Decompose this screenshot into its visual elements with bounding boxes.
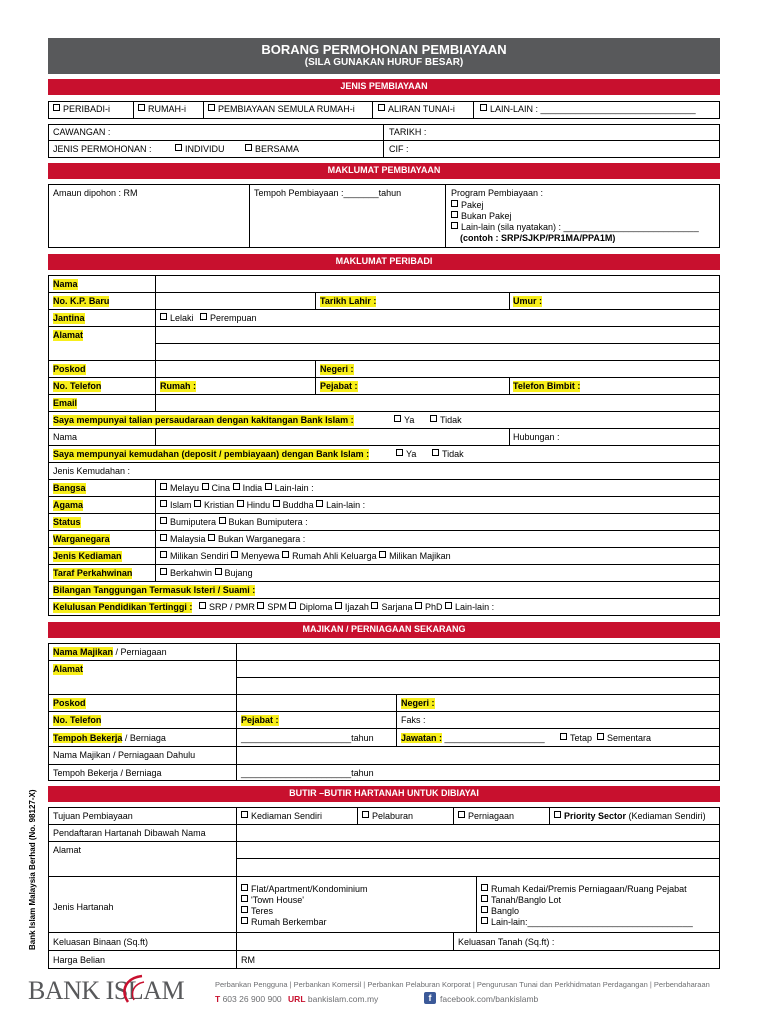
nama-kakitangan-label: Nama [53, 432, 78, 442]
divider [48, 694, 720, 695]
bangsa-options[interactable]: Melayu Cina India Lain-lain : [160, 483, 314, 494]
option-rumah-berkembar[interactable]: Rumah Berkembar [241, 917, 327, 928]
divider [48, 841, 720, 842]
divider [48, 140, 720, 141]
checkbox-icon [481, 895, 488, 902]
majikan-pejabat-label: Pejabat : [241, 715, 279, 725]
tempoh-label: Tempoh Pembiayaan :_______tahun [254, 188, 402, 198]
option-priority-sector[interactable]: Priority Sector (Kediaman Sendiri) [554, 811, 706, 822]
footer-services: Perbankan Pengguna | Perbankan Komersil | Perbankan Pelaburan Korporat | Pengurusan Tunai dan Perkhidmatan Perdagangan | Perbendaharaan [215, 980, 710, 989]
checkbox-icon [394, 415, 401, 422]
divider [155, 275, 156, 411]
majikan-telefon-label: No. Telefon [53, 715, 102, 725]
divider [48, 377, 720, 378]
checkbox-icon [241, 811, 248, 818]
option-perempuan[interactable]: Perempuan [200, 313, 257, 324]
option-individu[interactable]: INDIVIDU [175, 144, 225, 155]
option-rumah[interactable]: RUMAH-i [138, 104, 186, 115]
option-lain-lain[interactable]: LAIN-LAIN : _______________________________ [480, 104, 696, 115]
divider [48, 581, 720, 582]
perkahwinan-options[interactable]: Berkahwin Bujang [160, 568, 253, 579]
checkbox-icon [451, 200, 458, 207]
divider [445, 184, 446, 248]
option-lain-lain-program[interactable]: Lain-lain (sila nyatakan) : ___________________________ [451, 222, 699, 233]
option-sementara[interactable]: Sementara [597, 733, 651, 744]
checkbox-icon [273, 500, 280, 507]
checkbox-icon [202, 483, 209, 490]
option-town-house[interactable]: 'Town House' [241, 895, 304, 906]
warganegara-label: Warganegara [53, 534, 110, 544]
majikan-negeri-label: Negeri : [401, 698, 435, 708]
divider [509, 292, 510, 309]
jenis-permohonan-label: JENIS PERMOHONAN : [53, 144, 152, 154]
checkbox-icon [208, 104, 215, 111]
majikan-nama-label: Nama Majikan / Perniagaan [53, 647, 167, 657]
bank-islam-logo: BANK ISLAM [28, 976, 185, 1005]
section-hartanah: BUTIR –BUTIR HARTANAH UNTUK DIBIAYAI [48, 786, 720, 802]
option-perniagaan[interactable]: Perniagaan [458, 811, 514, 822]
checkbox-icon [160, 500, 167, 507]
majikan-alamat-label: Alamat [53, 664, 84, 674]
divider [48, 660, 720, 661]
option-flat[interactable]: Flat/Apartment/Kondominium [241, 884, 368, 895]
option-pelaburan[interactable]: Pelaburan [362, 811, 413, 822]
divider [509, 377, 510, 394]
divider [396, 694, 397, 746]
divider [48, 479, 720, 480]
section-maklumat-peribadi: MAKLUMAT PERIBADI [48, 254, 720, 270]
option-pembiayaan-semula[interactable]: PEMBIAYAAN SEMULA RUMAH-i [208, 104, 355, 115]
harga-rm: RM [241, 955, 255, 965]
divider [372, 101, 373, 119]
checkbox-icon [233, 483, 240, 490]
divider [48, 711, 720, 712]
footer-contact: T 603 26 900 900 URL bankislam.com.my [215, 994, 379, 1004]
option-tanah-banglo-lot[interactable]: Tanah/Banglo Lot [481, 895, 561, 906]
divider [236, 807, 237, 969]
divider [315, 360, 316, 394]
checkbox-icon [160, 551, 167, 558]
checkbox-icon [53, 104, 60, 111]
divider [48, 764, 720, 765]
pendidikan-label: Kelulusan Pendidikan Tertinggi : [53, 602, 193, 612]
checkbox-icon [554, 811, 561, 818]
option-pakej[interactable]: Pakej [451, 200, 484, 211]
option-talian-tidak[interactable]: Tidak [430, 415, 462, 426]
option-peribadi[interactable]: PERIBADI-i [53, 104, 110, 115]
tanggungan-label: Bilangan Tanggungan Termasuk Isteri / Suami : [53, 585, 256, 595]
checkbox-icon [241, 895, 248, 902]
checkbox-icon [199, 602, 206, 609]
checkbox-icon [415, 602, 422, 609]
form-title-bar [48, 38, 720, 74]
checkbox-icon [245, 144, 252, 151]
divider [48, 746, 720, 747]
divider [48, 728, 720, 729]
jenis-hartanah-label: Jenis Hartanah [53, 902, 114, 912]
rumah-phone-label: Rumah : [160, 381, 196, 391]
divider [315, 292, 316, 309]
option-rumah-kedai[interactable]: Rumah Kedai/Premis Perniagaan/Ruang Pejabat [481, 884, 687, 895]
keluasan-binaan-label: Keluasan Binaan (Sq.ft) [53, 937, 149, 947]
program-example: (contoh : SRP/SJKP/PR1MA/PPA1M) [460, 233, 616, 243]
majikan-tempoh-label: Tempoh Bekerja / Berniaga [53, 733, 166, 743]
divider [453, 932, 454, 950]
divider [48, 326, 720, 327]
majikan-dahulu-label: Nama Majikan / Perniagaan Dahulu [53, 750, 196, 760]
majikan-faks-label: Faks : [401, 715, 426, 725]
form-title: BORANG PERMOHONAN PEMBIAYAAN [261, 42, 507, 57]
divider [48, 445, 720, 446]
checkbox-icon [241, 906, 248, 913]
perkahwinan-label: Taraf Perkahwinan [53, 568, 133, 578]
checkbox-icon [445, 602, 452, 609]
kemudahan-label: Saya mempunyai kemudahan (deposit / pembiayaan) dengan Bank Islam : [53, 449, 370, 459]
divider [48, 292, 720, 293]
bimbit-label: Telefon Bimbit : [513, 381, 581, 391]
divider [236, 858, 720, 859]
cif-label: CIF : [389, 144, 409, 154]
pendaftaran-label: Pendaftaran Hartanah Dibawah Nama [53, 828, 206, 838]
agama-label: Agama [53, 500, 84, 510]
harga-label: Harga Belian [53, 955, 106, 965]
hubungan-label: Hubungan : [513, 432, 560, 442]
tarikh-label: TARIKH : [389, 127, 427, 137]
checkbox-icon [560, 733, 567, 740]
checkbox-icon [362, 811, 369, 818]
pejabat-phone-label: Pejabat : [320, 381, 358, 391]
telefon-label: No. Telefon [53, 381, 102, 391]
divider [48, 496, 720, 497]
divider [48, 547, 720, 548]
hartanah-alamat-label: Alamat [53, 845, 82, 855]
option-bersama[interactable]: BERSAMA [245, 144, 299, 155]
divider [48, 598, 720, 599]
majikan-tahun-field[interactable]: ______________________tahun [241, 733, 374, 743]
nama-label: Nama [53, 279, 78, 289]
keluasan-tanah-label: Keluasan Tanah (Sq.ft) : [458, 937, 555, 947]
footer-url-link[interactable]: bankislam.com.my [307, 994, 379, 1004]
checkbox-icon [289, 602, 296, 609]
divider [48, 513, 720, 514]
tarikh-lahir-label: Tarikh Lahir : [320, 296, 377, 306]
bangsa-label: Bangsa [53, 483, 86, 493]
checkbox-icon [160, 517, 167, 524]
divider [249, 184, 250, 248]
divider [155, 428, 156, 445]
divider [48, 309, 720, 310]
section-jenis-pembiayaan: JENIS PEMBIAYAAN [48, 79, 720, 95]
status-label: Status [53, 517, 81, 527]
umur-label: Umur : [513, 296, 542, 306]
divider [383, 124, 384, 158]
divider [155, 343, 720, 344]
checkbox-icon [219, 517, 226, 524]
option-kemudahan-tidak[interactable]: Tidak [432, 449, 464, 460]
option-lelaki[interactable]: Lelaki [160, 313, 194, 324]
footer-facebook-link[interactable]: facebook.com/bankislamb [440, 994, 539, 1004]
checkbox-icon [480, 104, 487, 111]
status-options[interactable]: Bumiputera Bukan Bumiputera : [160, 517, 308, 528]
option-teres[interactable]: Teres [241, 906, 273, 917]
tujuan-label: Tujuan Pembiayaan [53, 811, 133, 821]
option-kediaman-sendiri[interactable]: Kediaman Sendiri [241, 811, 322, 822]
warganegara-options[interactable]: Malaysia Bukan Warganegara : [160, 534, 305, 545]
divider [509, 428, 510, 445]
checkbox-icon [458, 811, 465, 818]
divider [476, 876, 477, 932]
divider [473, 101, 474, 119]
checkbox-icon [430, 415, 437, 422]
cawangan-label: CAWANGAN : [53, 127, 111, 137]
agama-options[interactable]: Islam Kristian Hindu Buddha Lain-lain : [160, 500, 365, 511]
email-label: Email [53, 398, 78, 408]
pendidikan-options[interactable]: SRP / PMR SPM Diploma Ijazah Sarjana PhD Lain-lain : [199, 602, 494, 613]
program-label: Program Pembiayaan : [451, 188, 544, 198]
section-maklumat-pembiayaan: MAKLUMAT PEMBIAYAAN [48, 163, 720, 179]
checkbox-icon [371, 602, 378, 609]
divider [357, 807, 358, 824]
divider [203, 101, 204, 119]
amaun-label: Amaun dipohon : RM [53, 188, 138, 198]
option-kemudahan-ya[interactable]: Ya [396, 449, 416, 460]
divider [133, 101, 134, 119]
checkbox-icon [481, 906, 488, 913]
checkbox-icon [597, 733, 604, 740]
divider [48, 360, 720, 361]
sidebar-company-text: Bank Islam Malaysia Berhad (No. 98127-X) [28, 789, 37, 950]
jantina-label: Jantina [53, 313, 85, 323]
checkbox-icon [208, 534, 215, 541]
alamat-label: Alamat [53, 330, 84, 340]
checkbox-icon [175, 144, 182, 151]
checkbox-icon [138, 104, 145, 111]
majikan-tempoh2-label: Tempoh Bekerja / Berniaga [53, 768, 162, 778]
facebook-icon: f [424, 992, 436, 1004]
checkbox-icon [160, 313, 167, 320]
kediaman-label: Jenis Kediaman [53, 551, 122, 561]
section-majikan: MAJIKAN / PERNIAGAAN SEKARANG [48, 622, 720, 638]
majikan-tahun2-field[interactable]: ______________________tahun [241, 768, 374, 778]
checkbox-icon [432, 449, 439, 456]
checkbox-icon [396, 449, 403, 456]
option-talian-ya[interactable]: Ya [394, 415, 414, 426]
form-subtitle: (SILA GUNAKAN HURUF BESAR) [304, 57, 464, 68]
divider [48, 564, 720, 565]
option-bukan-pakej[interactable]: Bukan Pakej [451, 211, 512, 222]
kediaman-options[interactable]: Milikan Sendiri Menyewa Rumah Ahli Keluarga Milikan Majikan [160, 551, 451, 562]
divider [453, 807, 454, 824]
checkbox-icon [451, 222, 458, 229]
divider [236, 643, 237, 781]
talian-label: Saya mempunyai talian persaudaraan dengan kakitangan Bank Islam : [53, 415, 354, 425]
divider [48, 876, 720, 877]
jenis-kemudahan-label: Jenis Kemudahan : [53, 466, 131, 476]
divider [155, 479, 156, 581]
checkbox-icon [241, 884, 248, 891]
option-aliran-tunai[interactable]: ALIRAN TUNAI-i [378, 104, 455, 115]
checkbox-icon [241, 917, 248, 924]
checkbox-icon [316, 500, 323, 507]
checkbox-icon [379, 551, 386, 558]
checkbox-icon [194, 500, 201, 507]
negeri-label: Negeri : [320, 364, 354, 374]
divider [48, 411, 720, 412]
checkbox-icon [378, 104, 385, 111]
divider [48, 950, 720, 951]
divider [48, 824, 720, 825]
divider [48, 530, 720, 531]
divider [549, 807, 550, 824]
checkbox-icon [481, 884, 488, 891]
checkbox-icon [265, 483, 272, 490]
checkbox-icon [231, 551, 238, 558]
divider [48, 428, 720, 429]
checkbox-icon [160, 534, 167, 541]
checkbox-icon [200, 313, 207, 320]
poskod-label: Poskod [53, 364, 86, 374]
logo-swoosh-icon [114, 970, 154, 1010]
divider [48, 932, 720, 933]
majikan-poskod-label: Poskod [53, 698, 86, 708]
majikan-jawatan[interactable]: Jawatan : ____________________ [401, 733, 545, 743]
checkbox-icon [451, 211, 458, 218]
option-banglo[interactable]: Banglo [481, 906, 519, 917]
checkbox-icon [335, 602, 342, 609]
option-lain-lain-hartanah[interactable]: Lain-lain:_________________________________ [481, 917, 693, 928]
option-tetap[interactable]: Tetap [560, 733, 592, 744]
checkbox-icon [215, 568, 222, 575]
divider [48, 394, 720, 395]
checkbox-icon [481, 917, 488, 924]
kp-label: No. K.P. Baru [53, 296, 110, 306]
checkbox-icon [160, 568, 167, 575]
checkbox-icon [237, 500, 244, 507]
checkbox-icon [160, 483, 167, 490]
checkbox-icon [282, 551, 289, 558]
divider [236, 677, 720, 678]
divider [48, 462, 720, 463]
checkbox-icon [257, 602, 264, 609]
